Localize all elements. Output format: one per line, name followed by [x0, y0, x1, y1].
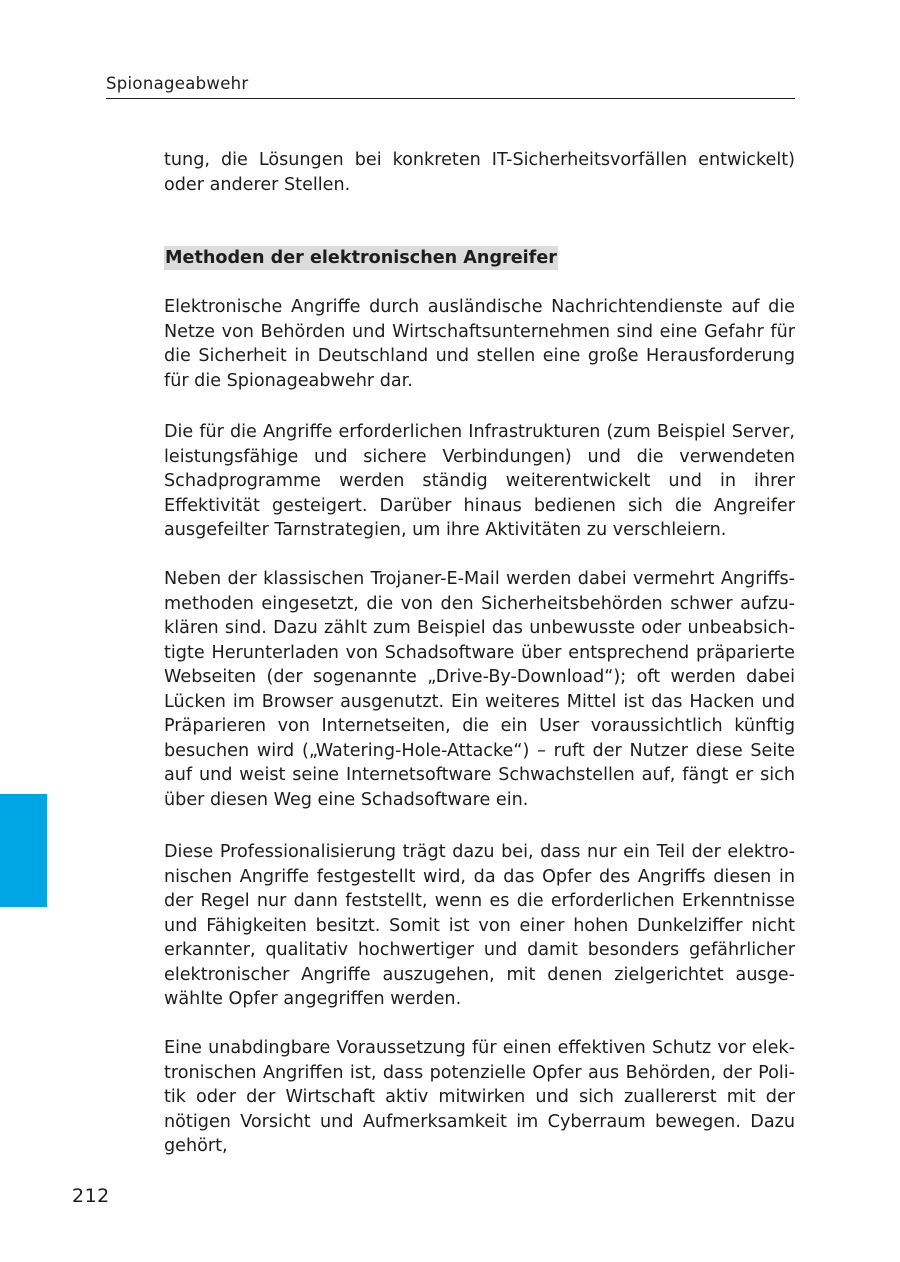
paragraph-block [164, 567, 795, 812]
body-paragraph: Eine unabdingbare Voraussetzung für einen effektiven Schutz vor elektronischen Angriffen ist, dass potenzielle Opfer aus Behörden, der Politik oder der Wirtschaft aktiv mitwirken und sich zuallererst mit der nötigen Vorsicht und Aufmerksamkeit im Cyberraum bewegen. Dazu gehört, [164, 1038, 795, 1156]
header-rule [106, 98, 795, 99]
paragraph-block [164, 420, 795, 543]
paragraph-block [164, 1036, 795, 1159]
intro-paragraph-block [164, 148, 795, 197]
body-paragraph: Diese Professionalisierung trägt dazu bei, dass nur ein Teil der elektronischen Angriffe festgestellt wird, da das Opfer des Angriffs diesen in der Regel nur dann feststellt, wenn es die erforderlichen Erkenntnisse und Fähigkeiten besitzt. Somit ist von einer hohen Dunkelziffer nicht erkannter, qualitativ hochwertiger und damit besonders gefährlicher elektronischer Angriffe auszugehen, mit denen zielgerichtet ausgewählte Opfer angegriffen werden. [164, 842, 795, 1009]
body-paragraph: Die für die Angriffe erforderlichen Infrastrukturen (zum Beispiel Server, leistungsfähige und sichere Verbindungen) und die verwendeten Schadprogramme werden ständig weiterentwickelt und in ihrer Effektivität gesteigert. Darüber hinaus bedienen sich die Angreifer ausgefeilter Tarnstrategien, um ihre Aktivitäten zu verschleiern. [164, 422, 795, 540]
chapter-thumb-tab [0, 794, 47, 907]
body-paragraph: Elektronische Angriffe durch ausländische Nachrichtendienste auf die Netze von Behörden und Wirtschaftsunternehmen sind eine Gefahr für die Sicherheit in Deutschland und stellen eine große Herausforderung für die Spionageabwehr dar. [164, 297, 795, 391]
page-number: 212 [72, 1185, 110, 1207]
intro-paragraph: tung, die Lösungen bei konkreten IT-Sicherheitsvorfällen entwickelt) oder anderer Stellen. [164, 150, 795, 195]
paragraph-block [164, 295, 795, 393]
section-heading: Methoden der elektronischen Angreifer [165, 248, 557, 268]
running-header-title: Spionageabwehr [106, 74, 249, 93]
paragraph-block [164, 840, 795, 1012]
body-paragraph: Neben der klassischen Trojaner-E-Mail werden dabei vermehrt Angriffsmethoden eingesetzt, die von den Sicherheitsbehörden schwer aufzuklären sind. Dazu zählt zum Beispiel das unbewusste oder unbeabsichtigte Herunterladen von Schadsoftware über entsprechend präparierte Webseiten (der sogenannte „Drive-By-Download“); oft werden dabei Lücken im Browser ausgenutzt. Ein weiteres Mittel ist das Hacken und Präparieren von Internetseiten, die ein User voraussichtlich künftig besuchen wird („Watering-Hole-Attacke“) – ruft der Nutzer diese Seite auf und weist seine Internetsoftware Schwachstellen auf, fängt er sich über diesen Weg eine Schadsoftware ein. [164, 569, 795, 810]
